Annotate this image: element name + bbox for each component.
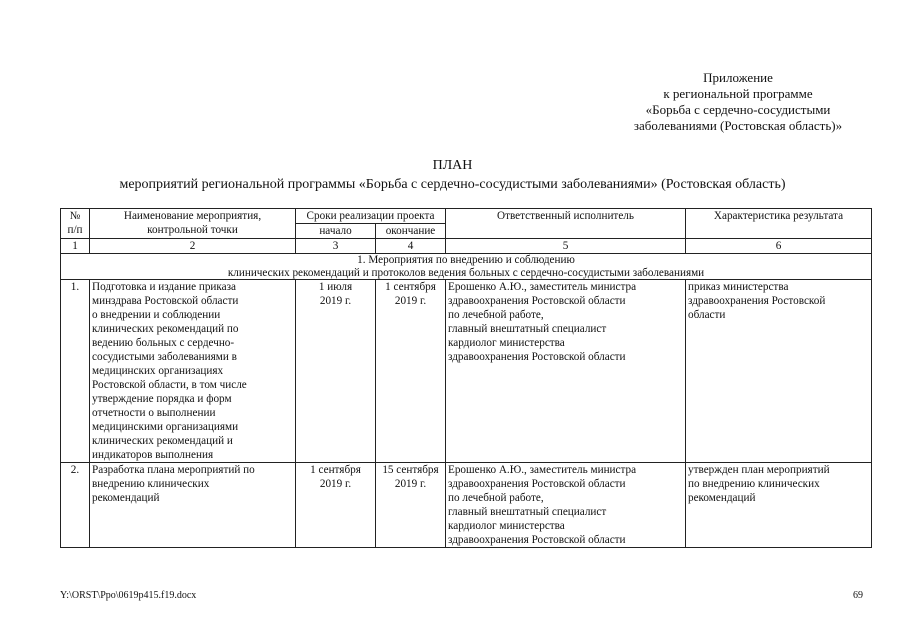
column-number: 3 xyxy=(296,239,376,254)
footer-page-number: 69 xyxy=(853,590,863,601)
column-number: 4 xyxy=(376,239,446,254)
appendix-line: заболеваниями (Ростовская область)» xyxy=(633,118,843,133)
appendix-line: «Борьба с сердечно-сосудистыми xyxy=(645,102,831,117)
row-num: 2. xyxy=(61,463,90,548)
column-number: 5 xyxy=(446,239,686,254)
header-end: окончание xyxy=(376,224,446,239)
column-number: 1 xyxy=(61,239,90,254)
appendix-line: к региональной программе xyxy=(663,86,813,101)
row-executor: Ерошенко А.Ю., заместитель министра здравоохранения Ростовской области по лечебной работе, главный внештатный специалист кардиолог министерства здравоохранения Ростовской области xyxy=(446,463,686,548)
header-executor: Ответственный исполнитель xyxy=(446,209,686,239)
row-end: 1 сентября 2019 г. xyxy=(376,280,446,463)
header-num: № п/п xyxy=(61,209,90,239)
row-num: 1. xyxy=(61,280,90,463)
row-name: Подготовка и издание приказа минздрава Ростовской области о внедрении и соблюдении клинических рекомендаций по ведению больных с сердечно- сосудистыми заболеваниями в медицинских организациях Ростовской области, в том числе утверждение порядка и форм отчетности о выполнении медицинскими организациями клинических рекомендаций и индикаторов выполнения xyxy=(90,280,296,463)
row-start: 1 июля 2019 г. xyxy=(296,280,376,463)
row-result: утвержден план мероприятий по внедрению клинических рекомендаций xyxy=(686,463,872,548)
section-row xyxy=(61,254,872,280)
plan-title: ПЛАН xyxy=(432,158,473,173)
row-result: приказ министерства здравоохранения Ростовской области xyxy=(686,280,872,463)
table-row xyxy=(61,280,872,463)
header-dates: Сроки реализации проекта xyxy=(296,209,446,224)
appendix-line: Приложение xyxy=(703,70,773,85)
table-row xyxy=(61,463,872,548)
row-end: 15 сентября 2019 г. xyxy=(376,463,446,548)
appendix-block xyxy=(598,70,878,134)
column-number-row xyxy=(61,239,872,254)
header-result: Характеристика результата xyxy=(686,209,872,239)
row-start: 1 сентября 2019 г. xyxy=(296,463,376,548)
plan-table xyxy=(60,208,872,548)
row-executor: Ерошенко А.Ю., заместитель министра здравоохранения Ростовской области по лечебной работе, главный внештатный специалист кардиолог министерства здравоохранения Ростовской области xyxy=(446,280,686,463)
row-name: Разработка плана мероприятий по внедрению клинических рекомендаций xyxy=(90,463,296,548)
header-row xyxy=(61,209,872,224)
footer-file-path: Y:\ORST\Ppo\0619p415.f19.docx xyxy=(60,590,197,601)
column-number: 2 xyxy=(90,239,296,254)
column-number: 6 xyxy=(686,239,872,254)
section-heading: 1. Мероприятия по внедрению и соблюдению клинических рекомендаций и протоколов ведения больных с сердечно-сосудистыми заболеваниями xyxy=(61,254,872,280)
plan-subtitle: мероприятий региональной программы «Борьба с сердечно-сосудистыми заболеваниями» (Ростовская область) xyxy=(119,177,786,192)
header-start: начало xyxy=(296,224,376,239)
header-name: Наименование мероприятия, контрольной точки xyxy=(90,209,296,239)
